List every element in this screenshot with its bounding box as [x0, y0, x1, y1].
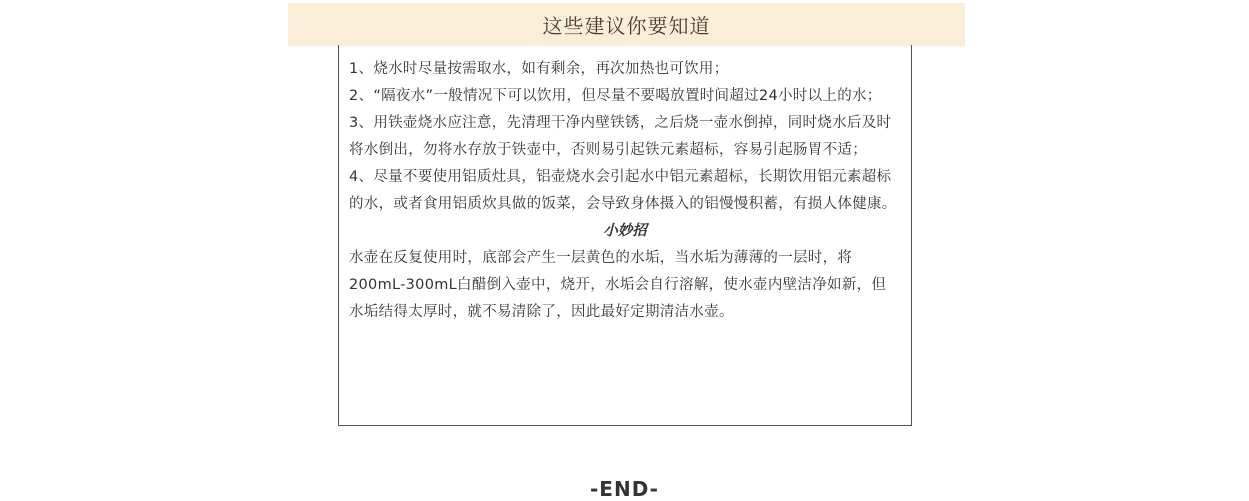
advice-item-2: 2、“隔夜水”一般情况下可以饮用，但尽量不要喝放置时间超过24小时以上的水； [349, 88, 882, 104]
tip-paragraph: 水壶在反复使用时，底部会产生一层黄色的水垢，当水垢为薄薄的一层时，将200mL-300mL白醋倒入壶中，烧开，水垢会自行溶解，使水壶内壁洁净如新，但水垢结得太厚时，就不易清除了，因此最好定期清洁水壶。 [349, 250, 887, 320]
end-marker: -END- [590, 477, 659, 501]
section-title: 这些建议你要知道 [542, 14, 711, 38]
tip-heading: 小妙招 [603, 223, 647, 239]
section-header-banner [288, 3, 965, 46]
advice-content-box [338, 45, 912, 426]
advice-item-1: 1、烧水时尽量按需取水，如有剩余，再次加热也可饮用； [349, 61, 729, 77]
advice-item-4: 4、尽量不要使用铝质灶具，铝壶烧水会引起水中铝元素超标，长期饮用铝元素超标的水，或者食用铝质炊具做的饭菜，会导致身体摄入的铝慢慢积蓄，有损人体健康。 [349, 169, 897, 212]
advice-item-3: 3、用铁壶烧水应注意，先清理干净内壁铁锈，之后烧一壶水倒掉，同时烧水后及时将水倒出，勿将水存放于铁壶中，否则易引起铁元素超标，容易引起肠胃不适； [349, 115, 892, 158]
